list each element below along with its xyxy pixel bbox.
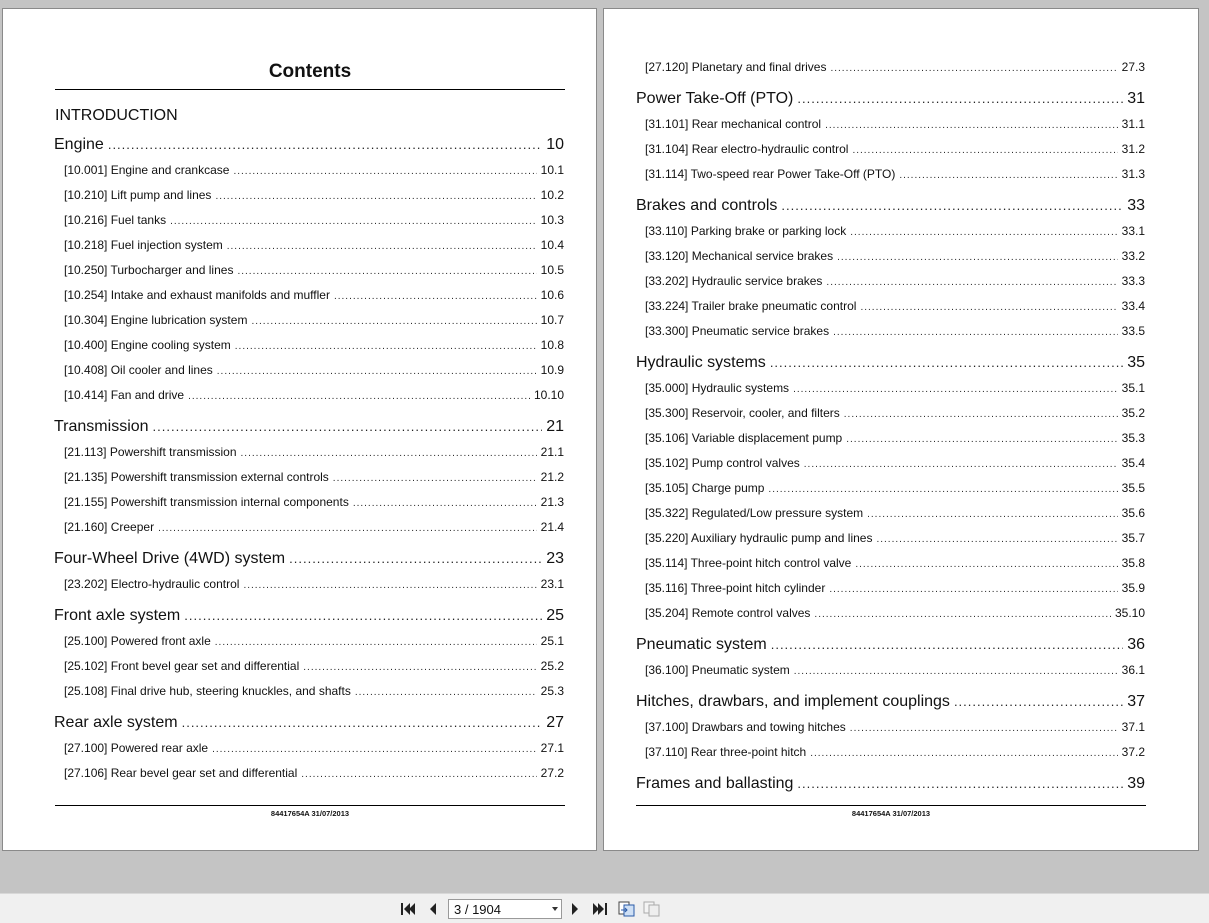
toc-entry-label: Frames and ballasting xyxy=(636,775,794,792)
toc-entry-label: [33.300] Pneumatic service brakes xyxy=(645,324,830,338)
toc-entry-page: 21.3 xyxy=(540,495,564,509)
toc-section-entry[interactable] xyxy=(54,136,564,156)
right-page xyxy=(603,8,1199,851)
toc-subsection-entry[interactable] xyxy=(64,188,564,204)
first-page-icon[interactable] xyxy=(399,901,417,917)
toc-entry-label: [35.105] Charge pump xyxy=(645,481,765,495)
toc-section-entry[interactable] xyxy=(636,197,1145,217)
toc-entry-page: 10.7 xyxy=(540,313,564,327)
toc-subsection-entry[interactable] xyxy=(645,224,1145,240)
footer-text: 84417654A 31/07/2013 xyxy=(270,809,350,818)
toc-entry-label: [36.100] Pneumatic system xyxy=(645,663,790,677)
toc-entry-label: [31.101] Rear mechanical control xyxy=(645,117,822,131)
toc-entry-page: 35.4 xyxy=(1121,456,1145,470)
toc-entry-label: [35.300] Reservoir, cooler, and filters xyxy=(645,406,840,420)
footer-text: 84417654A 31/07/2013 xyxy=(851,809,931,818)
toc-entry-label: [25.100] Powered front axle xyxy=(64,634,211,648)
toc-entry-label: [10.216] Fuel tanks xyxy=(64,213,167,227)
toc-entry-label: [10.408] Oil cooler and lines xyxy=(64,363,213,377)
dot-leader xyxy=(793,384,1118,395)
dot-leader xyxy=(852,145,1117,156)
last-page-icon[interactable] xyxy=(591,901,609,917)
toc-entry-label: Brakes and controls xyxy=(636,197,778,214)
toc-section-entry[interactable] xyxy=(636,636,1145,656)
toc-entry-label: [33.120] Mechanical service brakes xyxy=(645,249,834,263)
toc-entry-page: 10 xyxy=(546,136,564,153)
toc-section-entry[interactable] xyxy=(54,418,564,438)
toc-subsection-entry[interactable] xyxy=(645,142,1145,158)
toc-section-entry[interactable] xyxy=(636,693,1145,713)
toc-entry-page: 31.1 xyxy=(1121,117,1145,131)
chevron-down-icon xyxy=(552,907,558,911)
dot-leader xyxy=(768,484,1117,495)
toc-entry-page: 10.3 xyxy=(540,213,564,227)
toc-subsection-entry[interactable] xyxy=(645,274,1145,290)
dot-leader xyxy=(770,355,1123,370)
toc-entry-label: [35.000] Hydraulic systems xyxy=(645,381,790,395)
toc-entry-page: 35.9 xyxy=(1121,581,1145,595)
toc-subsection-entry[interactable] xyxy=(645,249,1145,265)
toc-entry-label: [33.202] Hydraulic service brakes xyxy=(645,274,823,288)
toc-entry-page: 10.10 xyxy=(533,388,564,402)
toc-entry-page: 35.7 xyxy=(1121,531,1145,545)
toc-entry-label: [21.155] Powershift transmission internal components xyxy=(64,495,349,509)
dot-leader xyxy=(227,241,537,252)
toc-entry-page: 10.6 xyxy=(540,288,564,302)
toc-entry-label: [35.116] Three-point hitch cylinder xyxy=(645,581,826,595)
toc-subsection-entry[interactable] xyxy=(645,406,1145,422)
dot-leader xyxy=(804,459,1118,470)
toc-entry-page: 27.3 xyxy=(1121,60,1145,74)
dot-leader xyxy=(797,91,1123,106)
contents-title: Contents xyxy=(268,61,352,82)
toc-entry-label: [25.108] Final drive hub, steering knuckles, and shafts xyxy=(64,684,351,698)
toc-entry-label: [10.001] Engine and crankcase xyxy=(64,163,230,177)
toc-entry-label: [10.400] Engine cooling system xyxy=(64,338,231,352)
dot-leader xyxy=(334,291,537,302)
toc-entry-label: [35.204] Remote control valves xyxy=(645,606,811,620)
toc-entry-label: [10.250] Turbocharger and lines xyxy=(64,263,234,277)
dot-leader xyxy=(855,559,1117,570)
next-page-icon[interactable] xyxy=(566,901,584,917)
dot-leader xyxy=(850,723,1118,734)
dot-leader xyxy=(243,580,536,591)
toc-entry-page: 33.4 xyxy=(1121,299,1145,313)
dot-leader xyxy=(846,434,1117,445)
toc-section-entry[interactable] xyxy=(54,607,564,627)
toc-subsection-entry[interactable] xyxy=(645,299,1145,315)
toc-entry-page: 35.2 xyxy=(1121,406,1145,420)
dot-leader xyxy=(353,498,537,509)
dot-leader xyxy=(158,523,537,534)
toc-entry-label: Pneumatic system xyxy=(636,636,767,653)
toc-subsection-entry[interactable] xyxy=(645,481,1145,497)
dot-leader xyxy=(251,316,536,327)
toc-entry-page: 33.3 xyxy=(1121,274,1145,288)
dot-leader xyxy=(794,666,1118,677)
left-page-content xyxy=(3,9,596,850)
toc-entry-page: 23 xyxy=(546,550,564,567)
toc-entry-label: Hitches, drawbars, and implement couplings xyxy=(636,693,950,710)
dot-leader xyxy=(217,366,537,377)
toc-entry-page: 33.5 xyxy=(1121,324,1145,338)
toc-entry-label: [35.106] Variable displacement pump xyxy=(645,431,843,445)
dot-leader xyxy=(170,216,537,227)
toc-subsection-entry[interactable] xyxy=(64,338,564,354)
dot-leader xyxy=(860,302,1117,313)
toc-entry-page: 25 xyxy=(546,607,564,624)
toc-entry-page: 39 xyxy=(1127,775,1145,792)
toc-entry-label: [21.113] Powershift transmission xyxy=(64,445,237,459)
toc-subsection-entry[interactable] xyxy=(645,167,1145,183)
toc-entry-label: [27.120] Planetary and final drives xyxy=(645,60,827,74)
toc-entry-page: 37.1 xyxy=(1121,720,1145,734)
toc-entry-page: 10.1 xyxy=(540,163,564,177)
toc-entry-label: [10.210] Lift pump and lines xyxy=(64,188,212,202)
dot-leader xyxy=(810,748,1117,759)
toc-entry-page: 23.1 xyxy=(540,577,564,591)
toc-entry-page: 10.5 xyxy=(540,263,564,277)
toc-entry-label: [27.106] Rear bevel gear set and differential xyxy=(64,766,298,780)
dot-leader xyxy=(212,744,537,755)
toc-section-entry[interactable] xyxy=(54,550,564,570)
toc-entry-page: 25.1 xyxy=(540,634,564,648)
left-page xyxy=(2,8,597,851)
toc-subsection-entry[interactable] xyxy=(64,263,564,279)
toc-entry-label: [25.102] Front bevel gear set and differential xyxy=(64,659,300,673)
toc-subsection-entry[interactable] xyxy=(645,381,1145,397)
toc-subsection-entry[interactable] xyxy=(645,745,1145,761)
toc-entry-label: [33.224] Trailer brake pneumatic control xyxy=(645,299,857,313)
toc-entry-page: 35.8 xyxy=(1121,556,1145,570)
toc-entry-label: [10.304] Engine lubrication system xyxy=(64,313,248,327)
dot-leader xyxy=(233,166,536,177)
toc-entry-label: Engine xyxy=(54,136,104,153)
introduction-heading: INTRODUCTION xyxy=(55,107,178,124)
toc-subsection-entry[interactable] xyxy=(645,720,1145,736)
toc-entry-page: 21.2 xyxy=(540,470,564,484)
toc-subsection-entry[interactable] xyxy=(64,213,564,229)
page-number-select[interactable] xyxy=(448,899,562,919)
toc-entry-label: [35.102] Pump control valves xyxy=(645,456,800,470)
dot-leader xyxy=(850,227,1117,238)
toc-entry-page: 35.10 xyxy=(1114,606,1145,620)
dot-leader xyxy=(182,715,543,730)
toc-subsection-entry[interactable] xyxy=(64,634,564,650)
dot-leader xyxy=(830,63,1117,74)
toc-subsection-entry[interactable] xyxy=(64,238,564,254)
previous-page-icon[interactable] xyxy=(424,901,442,917)
toc-entry-page: 27 xyxy=(546,714,564,731)
toc-subsection-entry[interactable] xyxy=(645,431,1145,447)
dot-leader xyxy=(781,198,1123,213)
toc-subsection-entry[interactable] xyxy=(645,60,1145,76)
toc-entry-page: 31 xyxy=(1127,90,1145,107)
toc-entry-page: 27.2 xyxy=(540,766,564,780)
toc-entry-label: [23.202] Electro-hydraulic control xyxy=(64,577,240,591)
dot-leader xyxy=(826,277,1117,288)
dot-leader xyxy=(108,137,542,152)
toc-entry-label: [33.110] Parking brake or parking lock xyxy=(645,224,847,238)
navigation-toolbar xyxy=(0,893,1209,923)
dot-leader xyxy=(235,341,537,352)
toc-entry-page: 36.1 xyxy=(1121,663,1145,677)
toc-entry-page: 33.1 xyxy=(1121,224,1145,238)
toc-entry-label: [37.100] Drawbars and towing hitches xyxy=(645,720,846,734)
toc-entry-page: 31.2 xyxy=(1121,142,1145,156)
dot-leader xyxy=(333,473,537,484)
toc-entry-page: 25.2 xyxy=(540,659,564,673)
toc-section-entry[interactable] xyxy=(636,90,1145,110)
toc-subsection-entry[interactable] xyxy=(64,445,564,461)
toc-subsection-entry[interactable] xyxy=(64,163,564,179)
toc-subsection-entry[interactable] xyxy=(645,581,1145,597)
toc-entry-label: [31.104] Rear electro-hydraulic control xyxy=(645,142,849,156)
dot-leader xyxy=(153,419,543,434)
toc-entry-page: 36 xyxy=(1127,636,1145,653)
dot-leader xyxy=(241,448,537,459)
toc-subsection-entry[interactable] xyxy=(64,577,564,593)
dot-leader xyxy=(215,191,536,202)
dot-leader xyxy=(844,409,1118,420)
toc-subsection-entry[interactable] xyxy=(645,531,1145,547)
toc-subsection-entry[interactable] xyxy=(64,520,564,536)
toc-subsection-entry[interactable] xyxy=(64,313,564,329)
toc-section-entry[interactable] xyxy=(636,775,1145,795)
toc-entry-page: 35.6 xyxy=(1121,506,1145,520)
toc-entry-label: [10.254] Intake and exhaust manifolds and muffler xyxy=(64,288,330,302)
toc-section-entry[interactable] xyxy=(54,714,564,734)
toc-entry-label: [35.114] Three-point hitch control valve xyxy=(645,556,852,570)
toc-entry-label: Front axle system xyxy=(54,607,181,624)
dot-leader xyxy=(301,769,536,780)
toc-entry-page: 33 xyxy=(1127,197,1145,214)
dot-leader xyxy=(954,694,1123,709)
toc-entry-label: Four-Wheel Drive (4WD) system xyxy=(54,550,286,567)
dot-leader xyxy=(814,609,1111,620)
toc-subsection-entry[interactable] xyxy=(64,659,564,675)
toc-entry-page: 25.3 xyxy=(540,684,564,698)
dot-leader xyxy=(184,608,542,623)
single-page-view-icon[interactable] xyxy=(618,901,636,917)
page-indicator: 3 / 1904 xyxy=(454,901,501,917)
dot-leader xyxy=(829,584,1117,595)
dot-leader xyxy=(355,687,537,698)
toc-entry-label: [35.220] Auxiliary hydraulic pump and lines xyxy=(645,531,873,545)
toc-subsection-entry[interactable] xyxy=(64,741,564,757)
toc-entry-page: 21.4 xyxy=(540,520,564,534)
dot-leader xyxy=(833,327,1118,338)
toc-subsection-entry[interactable] xyxy=(645,556,1145,572)
toc-entry-label: Rear axle system xyxy=(54,714,178,731)
toc-entry-page: 33.2 xyxy=(1121,249,1145,263)
toc-entry-page: 35.1 xyxy=(1121,381,1145,395)
toc-subsection-entry[interactable] xyxy=(64,684,564,700)
toc-entry-page: 10.2 xyxy=(540,188,564,202)
toc-entry-label: Hydraulic systems xyxy=(636,354,766,371)
two-page-view-icon[interactable] xyxy=(643,901,661,917)
toc-entry-page: 37 xyxy=(1127,693,1145,710)
toc-entry-page: 37.2 xyxy=(1121,745,1145,759)
toc-subsection-entry[interactable] xyxy=(645,456,1145,472)
toc-entry-label: [37.110] Rear three-point hitch xyxy=(645,745,807,759)
toc-entry-label: Power Take-Off (PTO) xyxy=(636,90,794,107)
dot-leader xyxy=(215,637,537,648)
title-rule xyxy=(55,89,565,90)
toc-entry-label: [21.160] Creeper xyxy=(64,520,155,534)
toc-subsection-entry[interactable] xyxy=(645,117,1145,133)
toc-entry-page: 35.3 xyxy=(1121,431,1145,445)
toc-entry-page: 31.3 xyxy=(1121,167,1145,181)
dot-leader xyxy=(837,252,1118,263)
toc-entry-page: 27.1 xyxy=(540,741,564,755)
toc-subsection-entry[interactable] xyxy=(645,663,1145,679)
toc-subsection-entry[interactable] xyxy=(64,388,564,404)
toc-entry-page: 10.9 xyxy=(540,363,564,377)
toc-section-entry[interactable] xyxy=(636,354,1145,374)
toc-entry-label: [21.135] Powershift transmission external controls xyxy=(64,470,329,484)
dot-leader xyxy=(289,551,542,566)
dot-leader xyxy=(867,509,1118,520)
right-page-content xyxy=(604,9,1198,850)
toc-entry-page: 35.5 xyxy=(1121,481,1145,495)
toc-entry-page: 35 xyxy=(1127,354,1145,371)
toc-subsection-entry[interactable] xyxy=(64,766,564,782)
toc-entry-label: [35.322] Regulated/Low pressure system xyxy=(645,506,864,520)
dot-leader xyxy=(303,662,536,673)
toc-entry-page: 21.1 xyxy=(540,445,564,459)
dot-leader xyxy=(797,776,1123,791)
toc-entry-label: [27.100] Powered rear axle xyxy=(64,741,209,755)
toc-entry-page: 21 xyxy=(546,418,564,435)
toc-subsection-entry[interactable] xyxy=(64,288,564,304)
footer-rule xyxy=(636,805,1146,806)
dot-leader xyxy=(188,391,530,402)
toc-subsection-entry[interactable] xyxy=(64,363,564,379)
dot-leader xyxy=(825,120,1118,131)
toc-entry-label: [31.114] Two-speed rear Power Take-Off (PTO) xyxy=(645,167,896,181)
toc-entry-label: Transmission xyxy=(54,418,149,435)
dot-leader xyxy=(899,170,1117,181)
footer-rule xyxy=(55,805,565,806)
dot-leader xyxy=(771,637,1123,652)
toc-entry-page: 10.4 xyxy=(540,238,564,252)
toc-subsection-entry[interactable] xyxy=(645,606,1145,622)
dot-leader xyxy=(237,266,536,277)
dot-leader xyxy=(876,534,1117,545)
toc-subsection-entry[interactable] xyxy=(645,324,1145,340)
toc-subsection-entry[interactable] xyxy=(64,470,564,486)
toc-entry-page: 10.8 xyxy=(540,338,564,352)
toc-subsection-entry[interactable] xyxy=(645,506,1145,522)
toc-entry-label: [10.414] Fan and drive xyxy=(64,388,185,402)
toc-subsection-entry[interactable] xyxy=(64,495,564,511)
toc-entry-label: [10.218] Fuel injection system xyxy=(64,238,223,252)
